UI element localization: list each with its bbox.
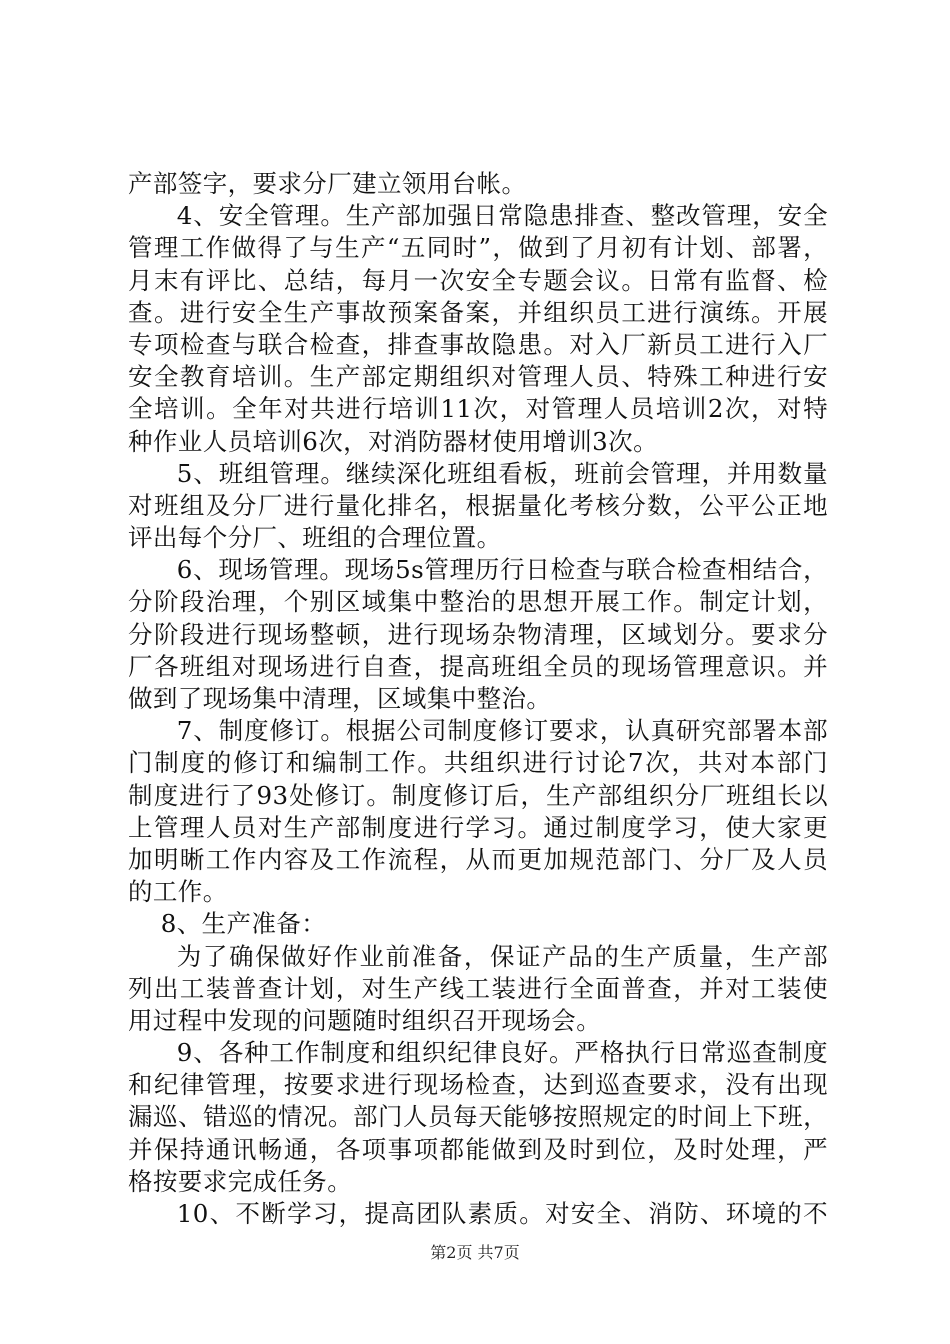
text-line: 专项检查与联合检查，排查事故隐患。对入厂新员工进行入厂: [128, 329, 828, 359]
text-line: 7、制度修订。根据公司制度修订要求，认真研究部署本部: [176, 716, 828, 746]
text-line: 漏巡、错巡的情况。部门人员每天能够按照规定的时间上下班，: [128, 1102, 828, 1132]
text-line: 上管理人员对生产部制度进行学习。通过制度学习，使大家更: [128, 812, 828, 842]
text-line: 8、生产准备：: [128, 909, 327, 939]
text-line: 的工作。: [128, 877, 228, 907]
text-line: 评出每个分厂、班组的合理位置。: [128, 523, 502, 553]
text-line: 产部签字，要求分厂建立领用台帐。: [128, 169, 527, 198]
document-body: [128, 168, 828, 1230]
text-line: 为了确保做好作业前准备，保证产品的生产质量，生产部: [176, 941, 828, 971]
text-line: 种作业人员培训6次，对消防器材使用增训3次。: [128, 426, 658, 456]
text-line: 厂各班组对现场进行自查，提高班组全员的现场管理意识。并: [128, 651, 828, 681]
text-line: 对班组及分厂进行量化排名，根据量化考核分数，公平公正地: [128, 490, 828, 520]
text-line: 用过程中发现的问题随时组织召开现场会。: [128, 1005, 602, 1035]
page-number-footer: 第2页 共7页: [430, 1243, 520, 1262]
text-line: 加明晰工作内容及工作流程，从而更加规范部门、分厂及人员: [128, 844, 828, 874]
text-line: 门制度的修订和编制工作。共组织进行讨论7次，共对本部门: [128, 748, 828, 778]
text-line: 制度进行了93处修订。制度修订后，生产部组织分厂班组长以: [128, 780, 828, 810]
text-line: 6、现场管理。现场5s管理历行日检查与联合检查相结合，: [176, 555, 828, 585]
text-line: 列出工装普查计划，对生产线工装进行全面普查，并对工装使: [128, 973, 828, 1003]
text-line: 全培训。全年对共进行培训11次，对管理人员培训2次，对特: [128, 394, 828, 424]
text-line: 4、安全管理。生产部加强日常隐患排查、整改管理，安全: [176, 201, 828, 231]
text-line: 月末有评比、总结，每月一次安全专题会议。日常有监督、检: [128, 265, 828, 295]
text-line: 和纪律管理，按要求进行现场检查，达到巡查要求，没有出现: [128, 1070, 828, 1100]
text-line: 分阶段进行现场整顿，进行现场杂物清理，区域划分。要求分: [128, 619, 828, 649]
text-line: 做到了现场集中清理，区域集中整治。: [128, 684, 552, 713]
text-line: 并保持通讯畅通，各项事项都能做到及时到位，及时处理，严: [128, 1134, 828, 1164]
text-line: 分阶段治理，个别区域集中整治的思想开展工作。制定计划，: [128, 587, 828, 617]
text-line: 格按要求完成任务。: [128, 1166, 353, 1196]
text-line: 10、不断学习，提高团队素质。对安全、消防、环境的不: [176, 1199, 828, 1228]
text-line: 9、各种工作制度和组织纪律良好。严格执行日常巡查制度: [176, 1038, 828, 1068]
text-line: 管理工作做得了与生产“五同时”，做到了月初有计划、部署，: [128, 233, 828, 263]
text-line: 安全教育培训。生产部定期组织对管理人员、特殊工种进行安: [128, 362, 828, 392]
text-line: 查。进行安全生产事故预案备案，并组织员工进行演练。开展: [128, 297, 828, 327]
text-line: 5、班组管理。继续深化班组看板，班前会管理，并用数量: [176, 458, 828, 488]
